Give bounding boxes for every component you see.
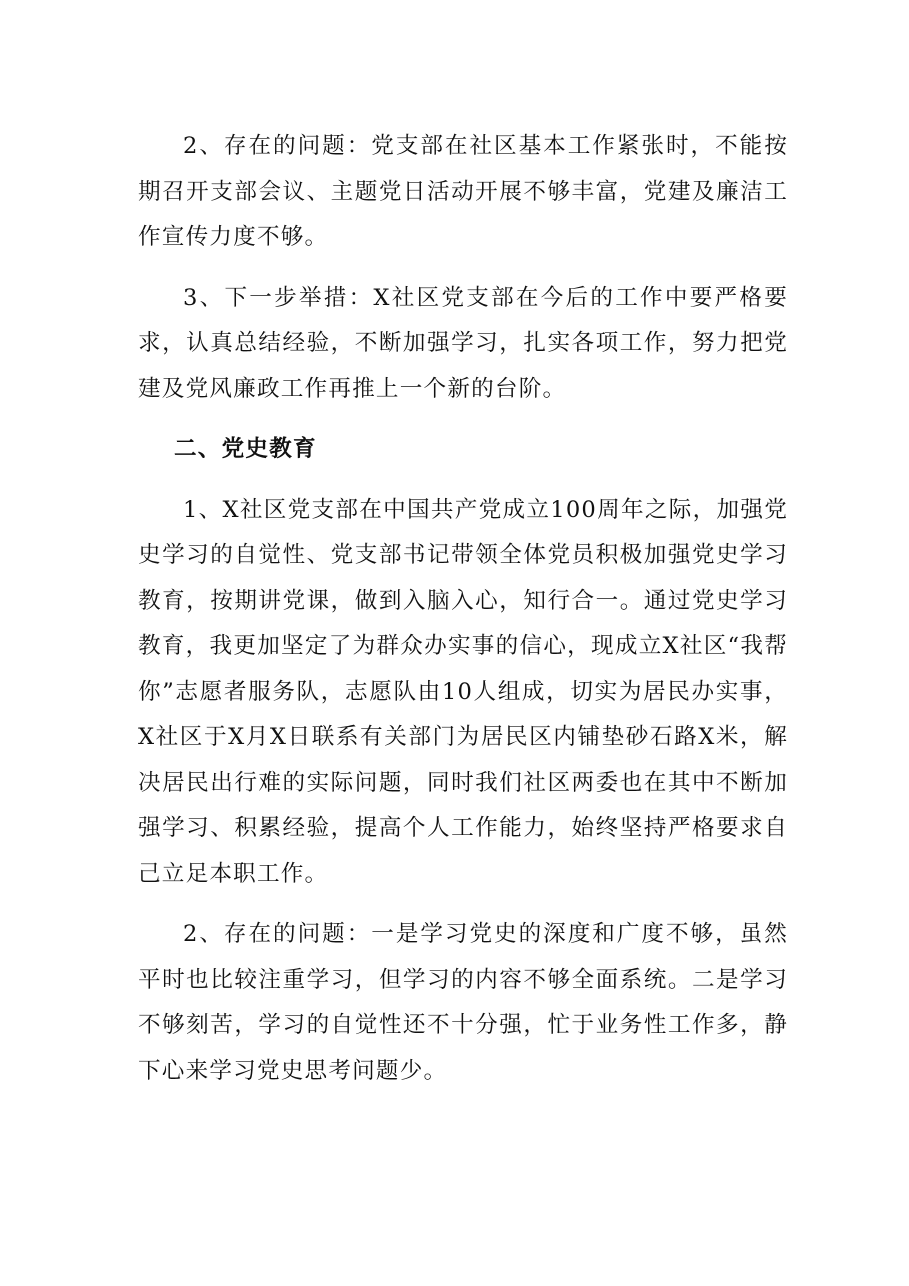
paragraph-next-steps: 3、下一步举措：X社区党支部在今后的工作中要严格要求，认真总结经验，不断加强学习，扎实各项工作，努力把党建及党风廉政工作再推上一个新的台阶。 [138,284,788,402]
paragraph-party-history-study: 1、X社区党支部在中国共产党成立100周年之际，加强党史学习的自觉性、党支部书记带领全体党员积极加强党史学习教育，按期讲党课，做到入脑入心，知行合一。通过党史学习教育，我更加坚定了为群众办实事的信心，现成立X社区“我帮你”志愿者服务队，志愿队由10人组成，切实为居民办实事，X社区于X月X日联系有关部门为居民区内铺垫砂石路X米，解决居民出行难的实际问题，同时我们社区两委也在其中不断加强学习、积累经验，提高个人工作能力，始终坚持严格要求自己立足本职工作。 [138,496,788,887]
paragraph-problems-party-history: 2、存在的问题：一是学习党史的深度和广度不够，虽然平时也比较注重学习，但学习的内容不够全面系统。二是学习不够刻苦，学习的自觉性还不十分强，忙于业务性工作多，静下心来学习党史思考问题少。 [138,921,788,1084]
document-body [138,124,788,1109]
paragraph-problems-party-building: 2、存在的问题：党支部在社区基本工作紧张时，不能按期召开支部会议、主题党日活动开展不够丰富，党建及廉洁工作宣传力度不够。 [138,133,788,250]
section-heading-party-history: 二、党史教育 [174,436,317,462]
